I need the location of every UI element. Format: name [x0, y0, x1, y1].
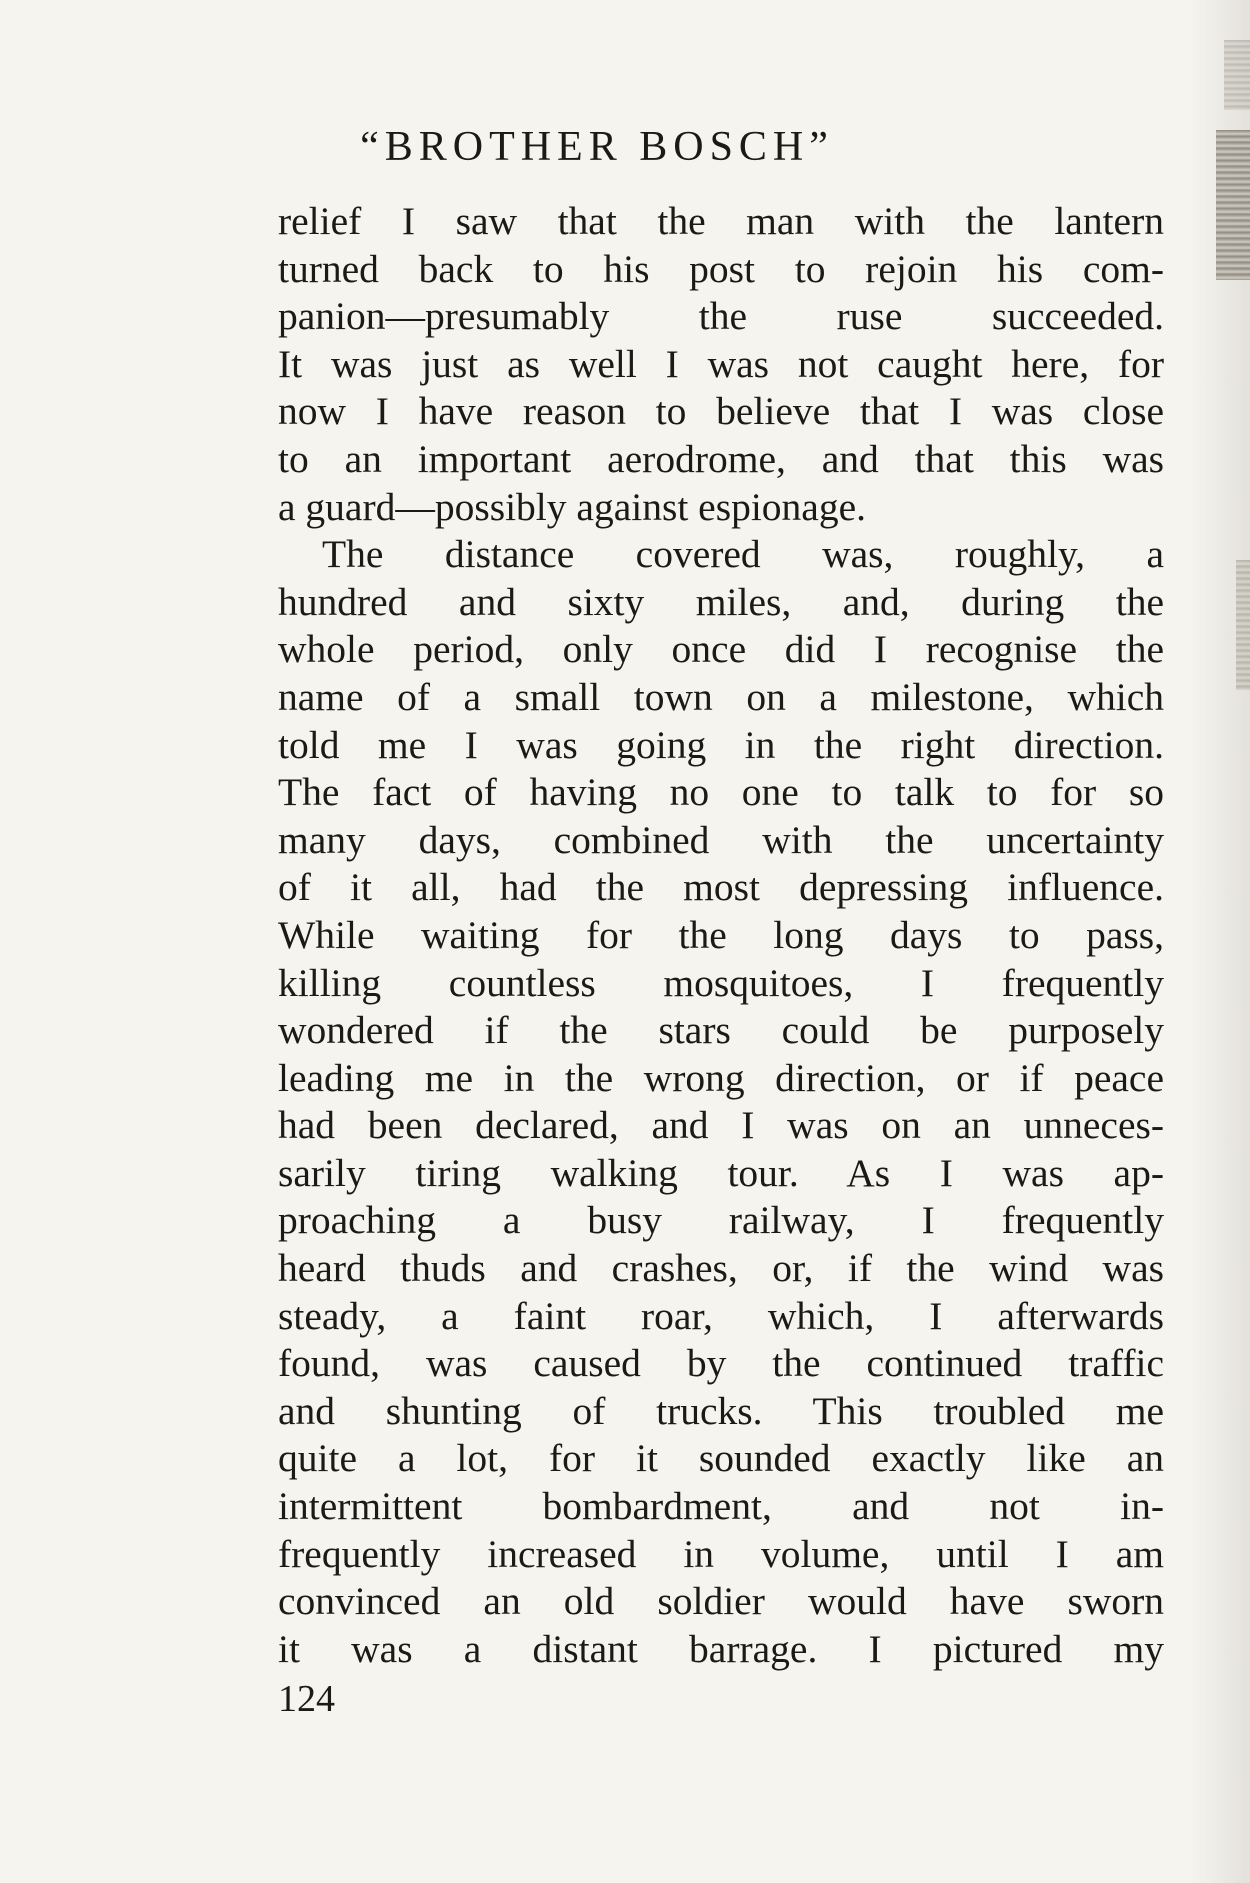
text-line: frequently increased in volume, until I am: [278, 1531, 1164, 1576]
text-line: leading me in the wrong direction, or if peace: [278, 1055, 1164, 1100]
page-number: 124: [278, 1678, 335, 1720]
text-line: of it all, had the most depressing influence.: [278, 865, 1164, 910]
text-line: It was just as well I was not caught here, for: [278, 341, 1164, 386]
text-line: proaching a busy railway, I frequently: [278, 1198, 1164, 1243]
text-line: turned back to his post to rejoin his com-: [278, 246, 1164, 291]
text-line: a guard—possibly against espionage.: [278, 484, 866, 529]
text-line: The fact of having no one to talk to for so: [278, 770, 1164, 815]
text-line: found, was caused by the continued traffic: [278, 1341, 1164, 1386]
text-line: quite a lot, for it sounded exactly like an: [278, 1436, 1164, 1481]
text-line: and shunting of trucks. This troubled me: [278, 1388, 1164, 1433]
text-line: steady, a faint roar, which, I afterwards: [278, 1293, 1164, 1338]
text-line: it was a distant barrage. I pictured my: [278, 1626, 1164, 1671]
text-line: whole period, only once did I recognise the: [278, 627, 1164, 672]
scan-edge-speckle: [1224, 40, 1250, 110]
text-line: While waiting for the long days to pass,: [278, 912, 1164, 957]
text-line: panion—presumably the ruse succeeded.: [278, 294, 1164, 339]
text-line: many days, combined with the uncertainty: [278, 817, 1164, 862]
text-line: The distance covered was, roughly, a: [322, 532, 1164, 577]
text-line: had been declared, and I was on an unneces-: [278, 1103, 1164, 1148]
running-head: [0, 122, 1250, 172]
text-line: intermittent bombardment, and not in-: [278, 1484, 1164, 1529]
text-line: heard thuds and crashes, or, if the wind was: [278, 1246, 1164, 1291]
text-line: to an important aerodrome, and that this was: [278, 436, 1164, 481]
running-head-text: “BROTHER BOSCH”: [360, 124, 834, 170]
text-line: name of a small town on a milestone, which: [278, 674, 1164, 719]
scan-edge-shadow: [1190, 0, 1250, 1883]
scan-edge-speckle: [1236, 560, 1250, 690]
text-line: killing countless mosquitoes, I frequently: [278, 960, 1164, 1005]
text-line: wondered if the stars could be purposely: [278, 1008, 1164, 1053]
text-line: hundred and sixty miles, and, during the: [278, 579, 1164, 624]
text-line: relief I saw that the man with the lantern: [278, 199, 1164, 243]
text-line: told me I was going in the right direction.: [278, 722, 1164, 767]
text-line: sarily tiring walking tour. As I was ap-: [278, 1150, 1164, 1195]
text-line: now I have reason to believe that I was close: [278, 389, 1164, 434]
body-text: [278, 198, 1164, 1673]
text-line: convinced an old soldier would have sworn: [278, 1579, 1164, 1624]
